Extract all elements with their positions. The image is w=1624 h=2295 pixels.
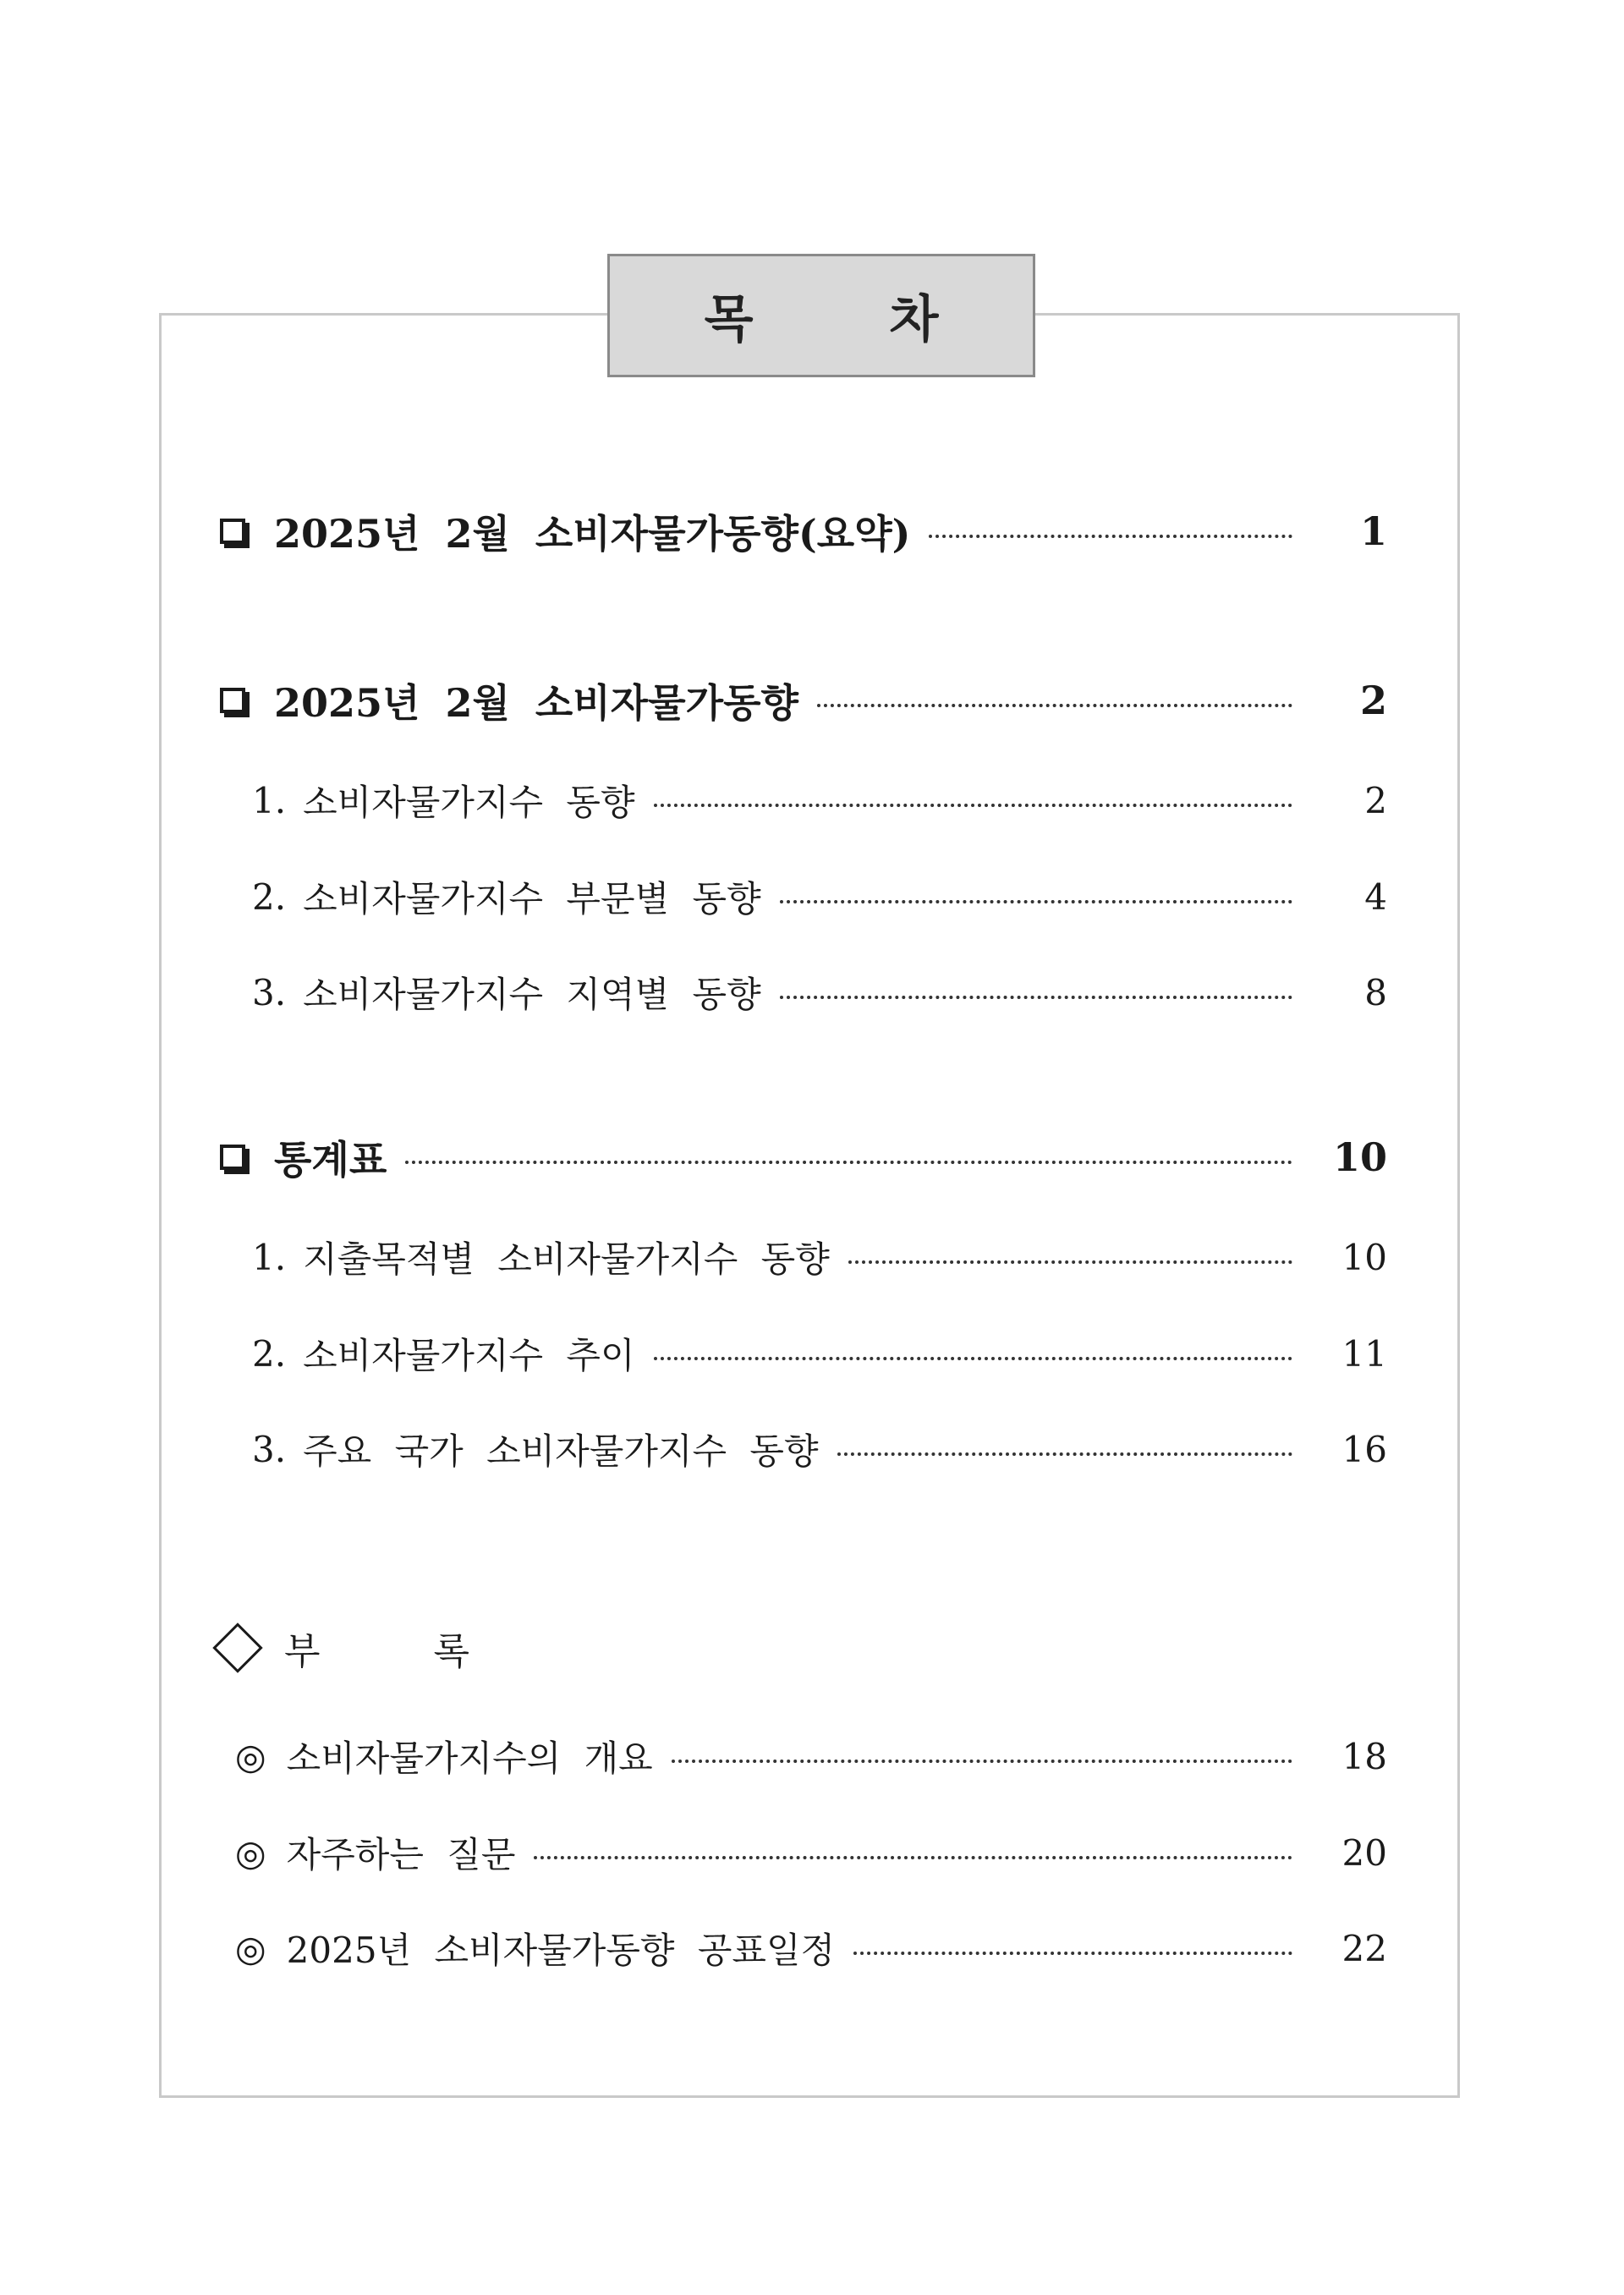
toc-item[interactable] xyxy=(252,967,1387,1018)
item-number: 1. xyxy=(252,1236,287,1278)
item-label: 지출목적별 소비자물가지수 동향 xyxy=(303,1238,830,1280)
appendix-item-page: 22 xyxy=(1341,1927,1387,1969)
toc-appendix-item[interactable] xyxy=(235,1923,1387,1974)
double-circle-icon: ◎ xyxy=(235,1831,266,1874)
section-label: 2025년 2월 소비자물가동향 xyxy=(274,680,798,726)
item-page: 16 xyxy=(1341,1428,1387,1470)
toc-item[interactable] xyxy=(252,1232,1387,1282)
appendix-label: 부 록 xyxy=(284,1630,520,1673)
item-label: 소비자물가지수 부문별 동향 xyxy=(303,878,761,920)
item-page: 11 xyxy=(1341,1332,1387,1375)
dot-leader xyxy=(837,1452,1292,1456)
item-page: 2 xyxy=(1364,779,1387,821)
dot-leader xyxy=(654,804,1292,807)
dot-leader xyxy=(654,1357,1292,1360)
toc-section-summary[interactable] xyxy=(220,503,1387,559)
item-page: 4 xyxy=(1364,876,1387,918)
square-bullet-icon xyxy=(220,1145,245,1170)
toc-item[interactable] xyxy=(252,871,1387,922)
section-label: 통계표 xyxy=(274,1137,387,1183)
toc-title: 목 차 xyxy=(704,290,998,349)
dot-leader xyxy=(848,1260,1292,1264)
diamond-bullet-icon xyxy=(212,1622,262,1672)
double-circle-icon: ◎ xyxy=(235,1927,266,1969)
square-bullet-icon xyxy=(220,519,245,544)
item-label: 소비자물가지수 추이 xyxy=(303,1335,635,1376)
toc-title-box xyxy=(607,254,1035,377)
toc-item[interactable] xyxy=(252,775,1387,826)
dot-leader xyxy=(780,900,1292,903)
item-label: 소비자물가지수 지역별 동향 xyxy=(303,974,761,1015)
item-page: 8 xyxy=(1364,971,1387,1013)
item-number: 2. xyxy=(252,1332,287,1375)
toc-section-trend[interactable] xyxy=(220,673,1387,728)
item-number: 3. xyxy=(252,971,287,1013)
appendix-item-page: 20 xyxy=(1341,1831,1387,1874)
item-page: 10 xyxy=(1341,1236,1387,1278)
appendix-item-label: 자주하는 질문 xyxy=(286,1834,516,1875)
item-number: 2. xyxy=(252,876,287,918)
dot-leader xyxy=(672,1760,1292,1763)
dot-leader xyxy=(405,1161,1292,1164)
toc-item[interactable] xyxy=(252,1424,1387,1474)
appendix-heading xyxy=(215,1621,520,1675)
dot-leader xyxy=(929,535,1292,538)
section-label: 2025년 2월 소비자물가동향(요약) xyxy=(274,511,911,557)
item-label: 소비자물가지수 동향 xyxy=(303,782,635,823)
item-number: 1. xyxy=(252,779,287,821)
section-page: 1 xyxy=(1359,508,1387,554)
section-page: 10 xyxy=(1332,1134,1387,1180)
item-label: 주요 국가 소비자물가지수 동향 xyxy=(303,1430,819,1472)
toc-appendix-item[interactable] xyxy=(235,1827,1387,1878)
dot-leader xyxy=(534,1856,1292,1859)
square-bullet-icon xyxy=(220,688,245,713)
appendix-item-label: 2025년 소비자물가동향 공표일정 xyxy=(286,1930,836,1971)
dot-leader xyxy=(780,996,1292,999)
toc-section-tables[interactable] xyxy=(220,1129,1387,1185)
section-page: 2 xyxy=(1359,678,1387,723)
appendix-item-label: 소비자물가지수의 개요 xyxy=(286,1738,653,1779)
item-number: 3. xyxy=(252,1428,287,1470)
dot-leader xyxy=(817,704,1292,707)
toc-appendix-item[interactable] xyxy=(235,1731,1387,1782)
appendix-item-page: 18 xyxy=(1341,1735,1387,1777)
dot-leader xyxy=(853,1952,1292,1955)
toc-item[interactable] xyxy=(252,1328,1387,1379)
double-circle-icon: ◎ xyxy=(235,1735,266,1777)
